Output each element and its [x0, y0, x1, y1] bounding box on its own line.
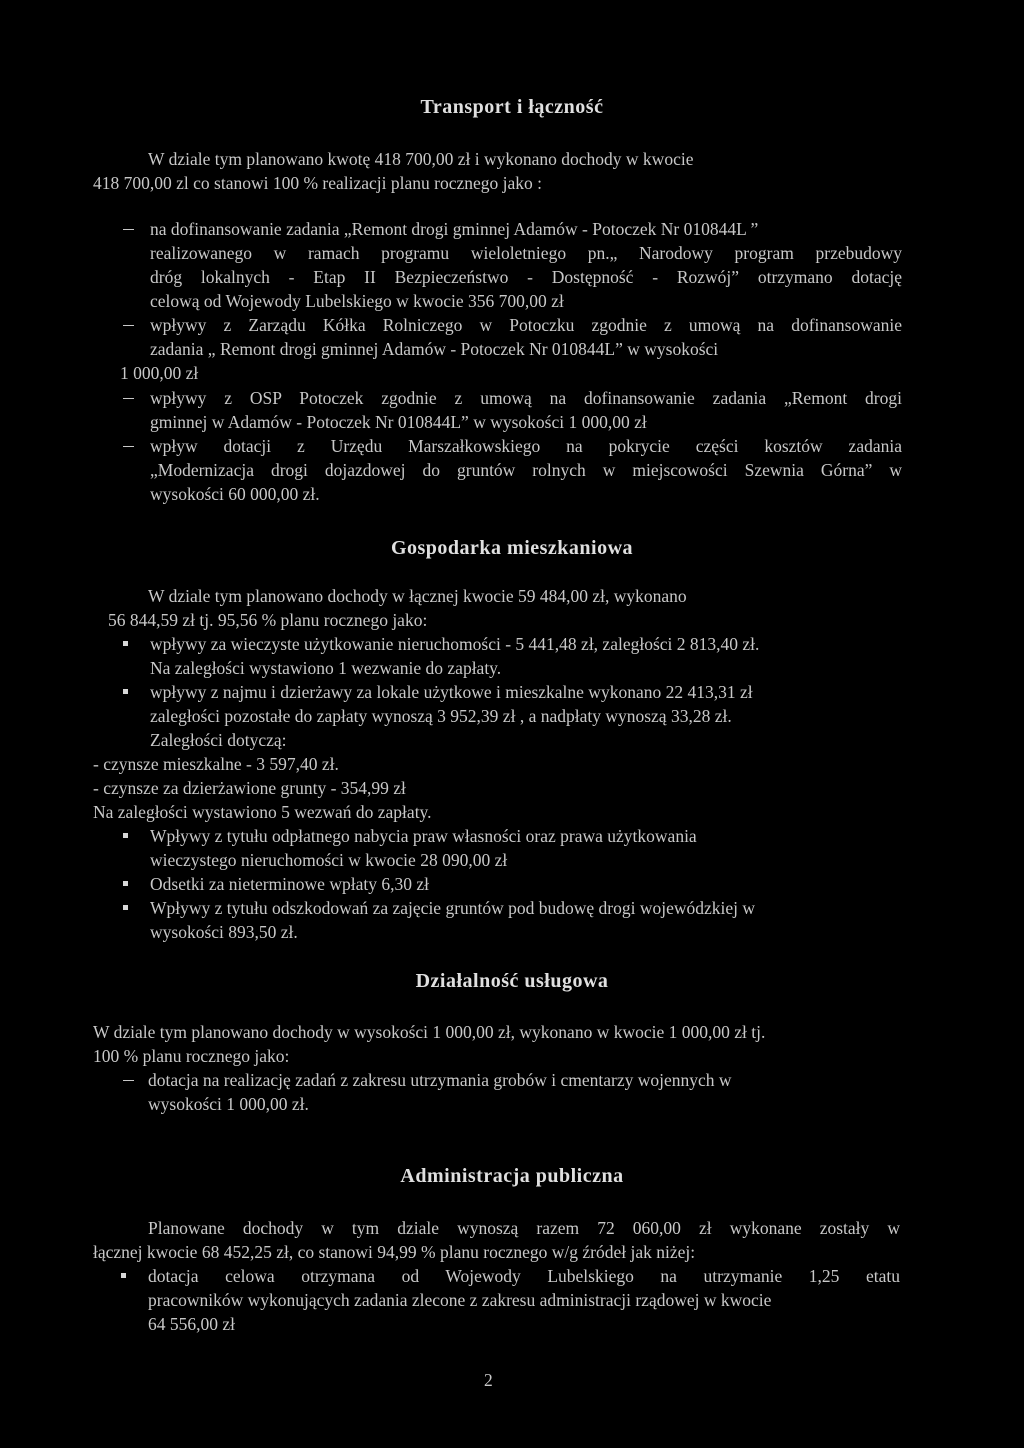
housing-b5-line: wysokości 893,50 zł. — [150, 922, 298, 942]
transport-item2-tail: 1 000,00 zł — [120, 363, 199, 383]
square-bullet — [123, 905, 128, 910]
housing-arrears-line: - czynsze mieszkalne - 3 597,40 zł. — [93, 754, 339, 774]
heading-admin: Administracja publiczna — [400, 1165, 624, 1187]
housing-b4-line: Odsetki za nieterminowe wpłaty 6,30 zł — [150, 874, 429, 894]
transport-item2-line: wpływy z Zarządu Kółka Rolniczego w Potoczku zgodnie z umową na dofinansowanie — [150, 315, 902, 335]
housing-arrears-line: - czynsze za dzierżawione grunty - 354,99 zł — [93, 778, 406, 798]
transport-item1-line: na dofinansowanie zadania „Remont drogi gminnej Adamów - Potoczek Nr 010844L ” — [150, 219, 759, 239]
housing-intro-line: W dziale tym planowano dochody w łącznej kwocie 59 484,00 zł, wykonano — [148, 586, 687, 606]
transport-intro-line: W dziale tym planowano kwotę 418 700,00 zł i wykonano dochody w kwocie — [148, 149, 694, 169]
transport-item3-line: wpływy z OSP Potoczek zgodnie z umową na dofinansowanie zadania „Remont drogi — [150, 388, 902, 408]
dash-bullet — [123, 1080, 134, 1081]
transport-item4-line: wysokości 60 000,00 zł. — [150, 484, 320, 504]
housing-b1-line: Na zaległości wystawiono 1 wezwanie do zapłaty. — [150, 658, 502, 678]
heading-services: Działalność usługowa — [415, 970, 609, 992]
housing-b1-line: wpływy za wieczyste użytkowanie nieruchomości - 5 441,48 zł, zaległości 2 813,40 zł. — [150, 634, 760, 654]
admin-intro-line: łącznej kwocie 68 452,25 zł, co stanowi 94,99 % planu rocznego w/g źródeł jak niżej: — [93, 1242, 696, 1262]
services-item-line: wysokości 1 000,00 zł. — [148, 1094, 309, 1114]
admin-item-line: 64 556,00 zł — [148, 1314, 236, 1334]
admin-intro-line: Planowane dochody w tym dziale wynoszą razem 72 060,00 zł wykonane zostały w — [148, 1218, 900, 1238]
transport-item1-line: dróg lokalnych - Etap II Bezpieczeństwo - Dostępność - Rozwój” otrzymano dotację — [150, 267, 902, 287]
square-bullet — [123, 881, 128, 886]
dash-bullet — [123, 229, 134, 230]
housing-b5-line: Wpływy z tytułu odszkodowań za zajęcie gruntów pod budowę drogi wojewódzkiej w — [150, 898, 756, 918]
transport-item3-line: gminnej w Adamów - Potoczek Nr 010844L” w wysokości 1 000,00 zł — [150, 412, 647, 432]
housing-b2-line: wpływy z najmu i dzierżawy za lokale użytkowe i mieszkalne wykonano 22 413,31 zł — [150, 682, 753, 702]
housing-intro-line: 56 844,59 zł tj. 95,56 % planu rocznego jako: — [108, 610, 428, 630]
housing-b3-line: Wpływy z tytułu odpłatnego nabycia praw własności oraz prawa użytkowania — [150, 826, 697, 846]
transport-item4-line: „Modernizacja drogi dojazdowej do gruntów rolnych w miejscowości Szewnia Górna” w — [150, 460, 902, 480]
heading-housing: Gospodarka mieszkaniowa — [390, 537, 634, 559]
transport-item1-line: celową od Wojewody Lubelskiego w kwocie 356 700,00 zł — [150, 291, 564, 311]
transport-item2-line: zadania „ Remont drogi gminnej Adamów - Potoczek Nr 010844L” w wysokości — [150, 339, 719, 359]
housing-arrears-line: Na zaległości wystawiono 5 wezwań do zapłaty. — [93, 802, 432, 822]
square-bullet — [123, 641, 128, 646]
housing-b2-line: Zaległości dotyczą: — [150, 730, 287, 750]
housing-b2-line: zaległości pozostałe do zapłaty wynoszą 3 952,39 zł , a nadpłaty wynoszą 33,28 zł. — [150, 706, 732, 726]
dash-bullet — [123, 446, 134, 447]
services-intro-line: W dziale tym planowano dochody w wysokości 1 000,00 zł, wykonano w kwocie 1 000,00 zł tj. — [93, 1022, 766, 1042]
heading-transport: Transport i łączność — [420, 96, 604, 118]
housing-b3-line: wieczystego nieruchomości w kwocie 28 090,00 zł — [150, 850, 508, 870]
dash-bullet — [123, 325, 134, 326]
services-item-line: dotacja na realizację zadań z zakresu utrzymania grobów i cmentarzy wojennych w — [148, 1070, 732, 1090]
admin-item-line: pracowników wykonujących zadania zlecone z zakresu administracji rządowej w kwocie — [148, 1290, 772, 1310]
square-bullet — [123, 833, 128, 838]
transport-item1-line: realizowanego w ramach programu wieloletniego pn.„ Narodowy program przebudowy — [150, 243, 902, 263]
square-bullet — [123, 689, 128, 694]
transport-item4-line: wpływ dotacji z Urzędu Marszałkowskiego na pokrycie części kosztów zadania — [150, 436, 902, 456]
admin-item-line: dotacja celowa otrzymana od Wojewody Lubelskiego na utrzymanie 1,25 etatu — [148, 1266, 900, 1286]
dash-bullet — [123, 398, 134, 399]
transport-intro-line: 418 700,00 zl co stanowi 100 % realizacji planu rocznego jako : — [93, 173, 543, 193]
page-number: 2 — [484, 1370, 493, 1390]
square-bullet — [121, 1273, 126, 1278]
services-intro-line: 100 % planu rocznego jako: — [93, 1046, 290, 1066]
